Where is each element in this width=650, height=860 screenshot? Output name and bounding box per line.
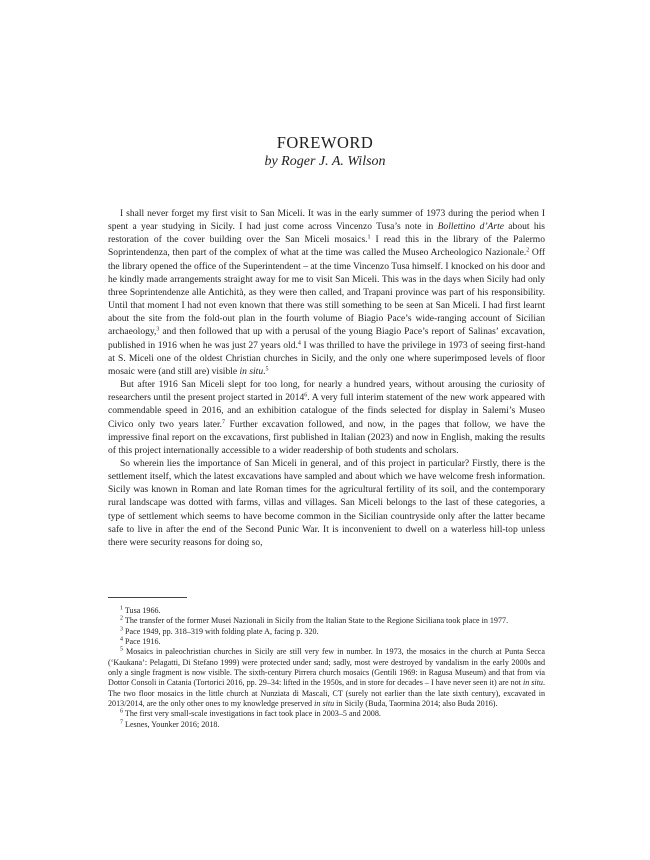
italic-text: in situ bbox=[314, 699, 335, 709]
footnote-marker: 3 bbox=[120, 626, 123, 633]
text-run: . A very full interim statement of the new work appeared with commendable speed in 2016, and an exhibition catalogue of the finds selected for display in Salemi’s Museo Civico only two years later. bbox=[108, 392, 545, 430]
text-run: Off the library opened the office of the Superintendent – at the time Vincenzo Tusa himself. I knocked on his door and he kindly made arrangements straight away for me to visit San Miceli. This was in the days when Sicily had only three Soprintendenze alle Antichità, as they were then called, and Trapani province was part of his responsibility. Until that moment I had not even known that there was still something to be seen at San Miceli. I had first learnt about the site from the fold-out plan in the fourth volume of Biagio Pace’s wide-ranging account of Sicilian archaeology, bbox=[108, 247, 546, 338]
italic-text: Bollettino d’Arte bbox=[437, 221, 504, 233]
footnote bbox=[108, 720, 545, 730]
footnote-marker: 5 bbox=[265, 366, 269, 373]
footnote-separator bbox=[108, 597, 187, 598]
footnote-marker: 5 bbox=[120, 646, 123, 653]
text-run: and then followed that up with a perusal of the young Biagio Pace’s report of Salinas’ excavation, published in 1916 when he was just 27 years old. bbox=[108, 326, 545, 351]
italic-text: in situ bbox=[522, 678, 543, 688]
text-run: I shall never forget my first visit to San Miceli. It was in the early summer of 1973 during the period when I spent a year studying in Sicily. I had just come across Vincenzo Tusa’s note in bbox=[108, 208, 545, 233]
footnote-marker: 2 bbox=[526, 247, 530, 254]
footnote bbox=[108, 647, 545, 709]
footnote-marker: 7 bbox=[120, 719, 123, 726]
text-run: The first very small-scale investigations in fact took place in 2003–5 and 2008. bbox=[123, 709, 381, 719]
text-run: . bbox=[263, 365, 266, 377]
text-run: Tusa 1966. bbox=[123, 606, 161, 615]
text-run: I read this in the library of the Palermo Soprintendenza, then part of the complex of what at the time was called the Museo Archeologico Nazionale. bbox=[108, 234, 545, 259]
footnote bbox=[108, 616, 545, 626]
text-run: . The two floor mosaics in the little church at Nunziata di Mascali, CT (surely not earlier than the late sixth century), excavated in 2013/2014, are the only other ones to my knowledge preserved bbox=[108, 678, 546, 709]
footnote-marker: 6 bbox=[120, 708, 123, 715]
chapter-title: FOREWORD bbox=[276, 133, 374, 152]
text-run: So wherein lies the importance of San Miceli in general, and of this project in particular? Firstly, there is the settlement itself, which the latest excavations have sampled and about which we have welcome fresh information. Sicily was known in Roman and late Roman times for the agricultural fertility of its soil, and the contemporary rural landscape was dotted with farms, villas and villages. San Miceli belongs to the last of these categories, a type of settlement which seems to have become common in the Sicilian countryside only after the latter became safe to live in after the end of the Second Punic War. It is inconvenient to dwell on a waterless hill-top unless there were security reasons for doing so, bbox=[108, 457, 545, 548]
text-run: The transfer of the former Musei Nazionali in Sicily from the Italian State to the Regione Siciliana took place in 1977. bbox=[123, 616, 509, 626]
body-text bbox=[108, 207, 545, 549]
body-paragraph bbox=[108, 378, 545, 457]
footnotes bbox=[108, 606, 545, 730]
text-run: in Sicily (Buda, Taormina 2014; also Buda 2016). bbox=[334, 699, 498, 709]
text-run: Mosaics in paleochristian churches in Sicily are still very few in number. In 1973, the mosaics in the church at Punta Secca (‘Kaukana’: Pelagatti, Di Stefano 1999) were protected under sand; sadly, most were destroyed by vandalism in the early 2000s and only a single fragment is now visible. The sixth-century Pirrera church mosaics (Gentili 1969: in Ragusa Museum) and that from via Dottor Consoli in Catania (Tortorici 2016, pp. 29–34: lifted in the 1950s, and in store for decades – I have never seen it) are not bbox=[108, 647, 545, 688]
footnote-marker: 3 bbox=[156, 326, 160, 333]
footnote-marker: 6 bbox=[304, 392, 308, 399]
text-run: about his restoration of the cover building over the San Miceli mosaics. bbox=[108, 221, 545, 246]
body-paragraph bbox=[108, 207, 545, 378]
footnote-marker: 1 bbox=[367, 234, 371, 241]
footnote-marker: 1 bbox=[120, 605, 123, 612]
footnote-marker: 4 bbox=[120, 636, 123, 643]
text-run: Pace 1949, pp. 318–319 with folding plate A, facing p. 320. bbox=[123, 626, 319, 636]
footnote bbox=[108, 627, 545, 637]
footnote bbox=[108, 606, 545, 616]
footnote bbox=[108, 637, 545, 647]
italic-text: in situ bbox=[239, 365, 264, 377]
chapter-byline: by Roger J. A. Wilson bbox=[264, 154, 386, 169]
text-run: Further excavation followed, and now, in the pages that follow, we have the impressive final report on the excavations, first published in Italian (2023) and now in English, making the results of this project internationally accessible to a wider readership of both students and scholars. bbox=[108, 418, 545, 456]
footnote-marker: 7 bbox=[222, 419, 226, 425]
text-run: I was thrilled to have the privilege in 1973 of seeing first-hand at S. Miceli one of the oldest Christian churches in Sicily, and the only one where superimposed levels of floor mosaic were (and still are) visible bbox=[108, 339, 545, 377]
text-run: Pace 1916. bbox=[123, 637, 161, 647]
footnote-marker: 4 bbox=[297, 340, 301, 347]
footnote-marker: 2 bbox=[120, 615, 123, 622]
text-run: Lesnes, Younker 2016; 2018. bbox=[123, 719, 220, 729]
text-run: But after 1916 San Miceli slept for too long, for nearly a hundred years, without arousing the curiosity of researchers until the present project started in 2014 bbox=[108, 379, 545, 404]
footnote bbox=[108, 709, 545, 719]
body-paragraph bbox=[108, 457, 545, 549]
